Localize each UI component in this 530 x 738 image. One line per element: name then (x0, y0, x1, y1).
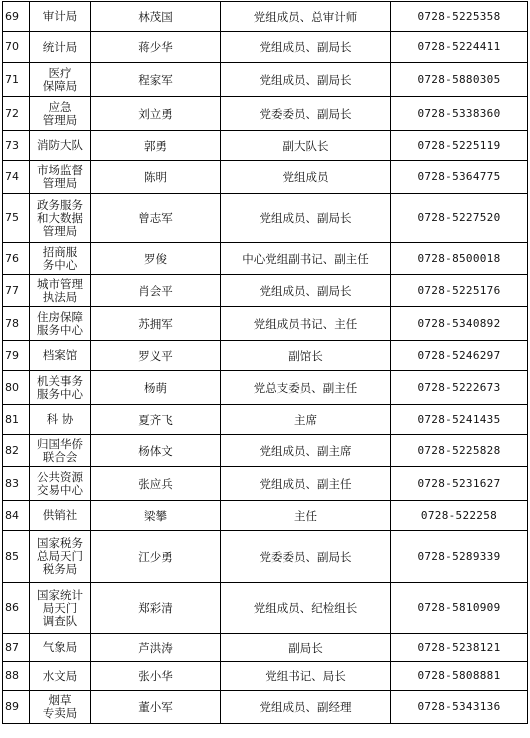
job-title: 党总支委员、副主任 (221, 371, 391, 405)
table-row (3, 405, 528, 435)
table-row (3, 371, 528, 405)
person-name: 杨体文 (91, 435, 221, 467)
row-number: 82 (3, 435, 30, 467)
table-row (3, 194, 528, 243)
person-name: 程家军 (91, 63, 221, 97)
table-row (3, 161, 528, 194)
phone-number: 0728-5241435 (391, 405, 528, 435)
row-number: 71 (3, 63, 30, 97)
phone-number: 0728-5225176 (391, 275, 528, 307)
table-row (3, 662, 528, 691)
unit-name: 国家统计 局天门 调查队 (30, 583, 91, 634)
job-title: 党组成员、副经理 (221, 691, 391, 724)
person-name: 罗俊 (91, 243, 221, 275)
table-row (3, 97, 528, 131)
job-title: 主席 (221, 405, 391, 435)
job-title: 副大队长 (221, 131, 391, 161)
person-name: 张应兵 (91, 467, 221, 501)
row-number: 69 (3, 2, 30, 32)
person-name: 曾志军 (91, 194, 221, 243)
row-number: 79 (3, 341, 30, 371)
person-name: 董小军 (91, 691, 221, 724)
unit-name: 归国华侨 联合会 (30, 435, 91, 467)
phone-number: 0728-5289339 (391, 531, 528, 583)
unit-name: 城市管理 执法局 (30, 275, 91, 307)
person-name: 肖会平 (91, 275, 221, 307)
phone-number: 0728-5340892 (391, 307, 528, 341)
phone-number: 0728-5231627 (391, 467, 528, 501)
person-name: 梁攀 (91, 501, 221, 531)
person-name: 江少勇 (91, 531, 221, 583)
table-row (3, 275, 528, 307)
unit-name: 审计局 (30, 2, 91, 32)
job-title: 党组成员、纪检组长 (221, 583, 391, 634)
unit-name: 公共资源 交易中心 (30, 467, 91, 501)
person-name: 蒋少华 (91, 32, 221, 63)
row-number: 88 (3, 662, 30, 691)
job-title: 主任 (221, 501, 391, 531)
job-title: 党组成员、副局长 (221, 194, 391, 243)
person-name: 苏拥军 (91, 307, 221, 341)
contacts-table (2, 1, 528, 724)
row-number: 70 (3, 32, 30, 63)
row-number: 74 (3, 161, 30, 194)
person-name: 林茂国 (91, 2, 221, 32)
row-number: 80 (3, 371, 30, 405)
person-name: 夏齐飞 (91, 405, 221, 435)
phone-number: 0728-5227520 (391, 194, 528, 243)
table-row (3, 341, 528, 371)
phone-number: 0728-5246297 (391, 341, 528, 371)
job-title: 党组成员书记、主任 (221, 307, 391, 341)
job-title: 副局长 (221, 634, 391, 662)
phone-number: 0728-5225358 (391, 2, 528, 32)
unit-name: 档案馆 (30, 341, 91, 371)
unit-name: 市场监督 管理局 (30, 161, 91, 194)
phone-number: 0728-5880305 (391, 63, 528, 97)
table-row (3, 501, 528, 531)
table-row (3, 583, 528, 634)
unit-name: 统计局 (30, 32, 91, 63)
unit-name: 气象局 (30, 634, 91, 662)
row-number: 86 (3, 583, 30, 634)
table-row (3, 2, 528, 32)
unit-name: 应急 管理局 (30, 97, 91, 131)
table-row (3, 307, 528, 341)
person-name: 陈明 (91, 161, 221, 194)
job-title: 党组成员、副主任 (221, 467, 391, 501)
job-title: 党委委员、副局长 (221, 97, 391, 131)
row-number: 83 (3, 467, 30, 501)
unit-name: 科 协 (30, 405, 91, 435)
person-name: 张小华 (91, 662, 221, 691)
person-name: 罗义平 (91, 341, 221, 371)
row-number: 77 (3, 275, 30, 307)
row-number: 72 (3, 97, 30, 131)
table-row (3, 63, 528, 97)
row-number: 78 (3, 307, 30, 341)
job-title: 副馆长 (221, 341, 391, 371)
table-row (3, 435, 528, 467)
row-number: 85 (3, 531, 30, 583)
row-number: 73 (3, 131, 30, 161)
table-row (3, 691, 528, 724)
person-name: 杨萌 (91, 371, 221, 405)
unit-name: 机关事务 服务中心 (30, 371, 91, 405)
row-number: 89 (3, 691, 30, 724)
phone-number: 0728-5338360 (391, 97, 528, 131)
phone-number: 0728-5238121 (391, 634, 528, 662)
phone-number: 0728-5224411 (391, 32, 528, 63)
job-title: 党组成员、副局长 (221, 63, 391, 97)
job-title: 党组成员、副局长 (221, 275, 391, 307)
phone-number: 0728-5225828 (391, 435, 528, 467)
phone-number: 0728-5364775 (391, 161, 528, 194)
unit-name: 住房保障 服务中心 (30, 307, 91, 341)
unit-name: 国家税务 总局天门 税务局 (30, 531, 91, 583)
unit-name: 消防大队 (30, 131, 91, 161)
row-number: 75 (3, 194, 30, 243)
phone-number: 0728-5225119 (391, 131, 528, 161)
row-number: 81 (3, 405, 30, 435)
phone-number: 0728-8500018 (391, 243, 528, 275)
phone-number: 0728-5222673 (391, 371, 528, 405)
table-row (3, 243, 528, 275)
job-title: 党组成员、副主席 (221, 435, 391, 467)
unit-name: 供销社 (30, 501, 91, 531)
unit-name: 政务服务 和大数据 管理局 (30, 194, 91, 243)
table-row (3, 531, 528, 583)
job-title: 党组成员 (221, 161, 391, 194)
person-name: 芦洪涛 (91, 634, 221, 662)
row-number: 76 (3, 243, 30, 275)
phone-number: 0728-5343136 (391, 691, 528, 724)
person-name: 郭勇 (91, 131, 221, 161)
unit-name: 招商服 务中心 (30, 243, 91, 275)
table-row (3, 634, 528, 662)
table-row (3, 467, 528, 501)
phone-number: 0728-522258 (391, 501, 528, 531)
unit-name: 烟草 专卖局 (30, 691, 91, 724)
unit-name: 医疗 保障局 (30, 63, 91, 97)
contacts-table-body (3, 2, 528, 724)
person-name: 郑彩清 (91, 583, 221, 634)
phone-number: 0728-5808881 (391, 662, 528, 691)
job-title: 党组成员、总审计师 (221, 2, 391, 32)
job-title: 党委委员、副局长 (221, 531, 391, 583)
job-title: 党组书记、局长 (221, 662, 391, 691)
row-number: 87 (3, 634, 30, 662)
job-title: 中心党组副书记、副主任 (221, 243, 391, 275)
unit-name: 水文局 (30, 662, 91, 691)
job-title: 党组成员、副局长 (221, 32, 391, 63)
row-number: 84 (3, 501, 30, 531)
phone-number: 0728-5810909 (391, 583, 528, 634)
person-name: 刘立勇 (91, 97, 221, 131)
table-row (3, 131, 528, 161)
table-row (3, 32, 528, 63)
